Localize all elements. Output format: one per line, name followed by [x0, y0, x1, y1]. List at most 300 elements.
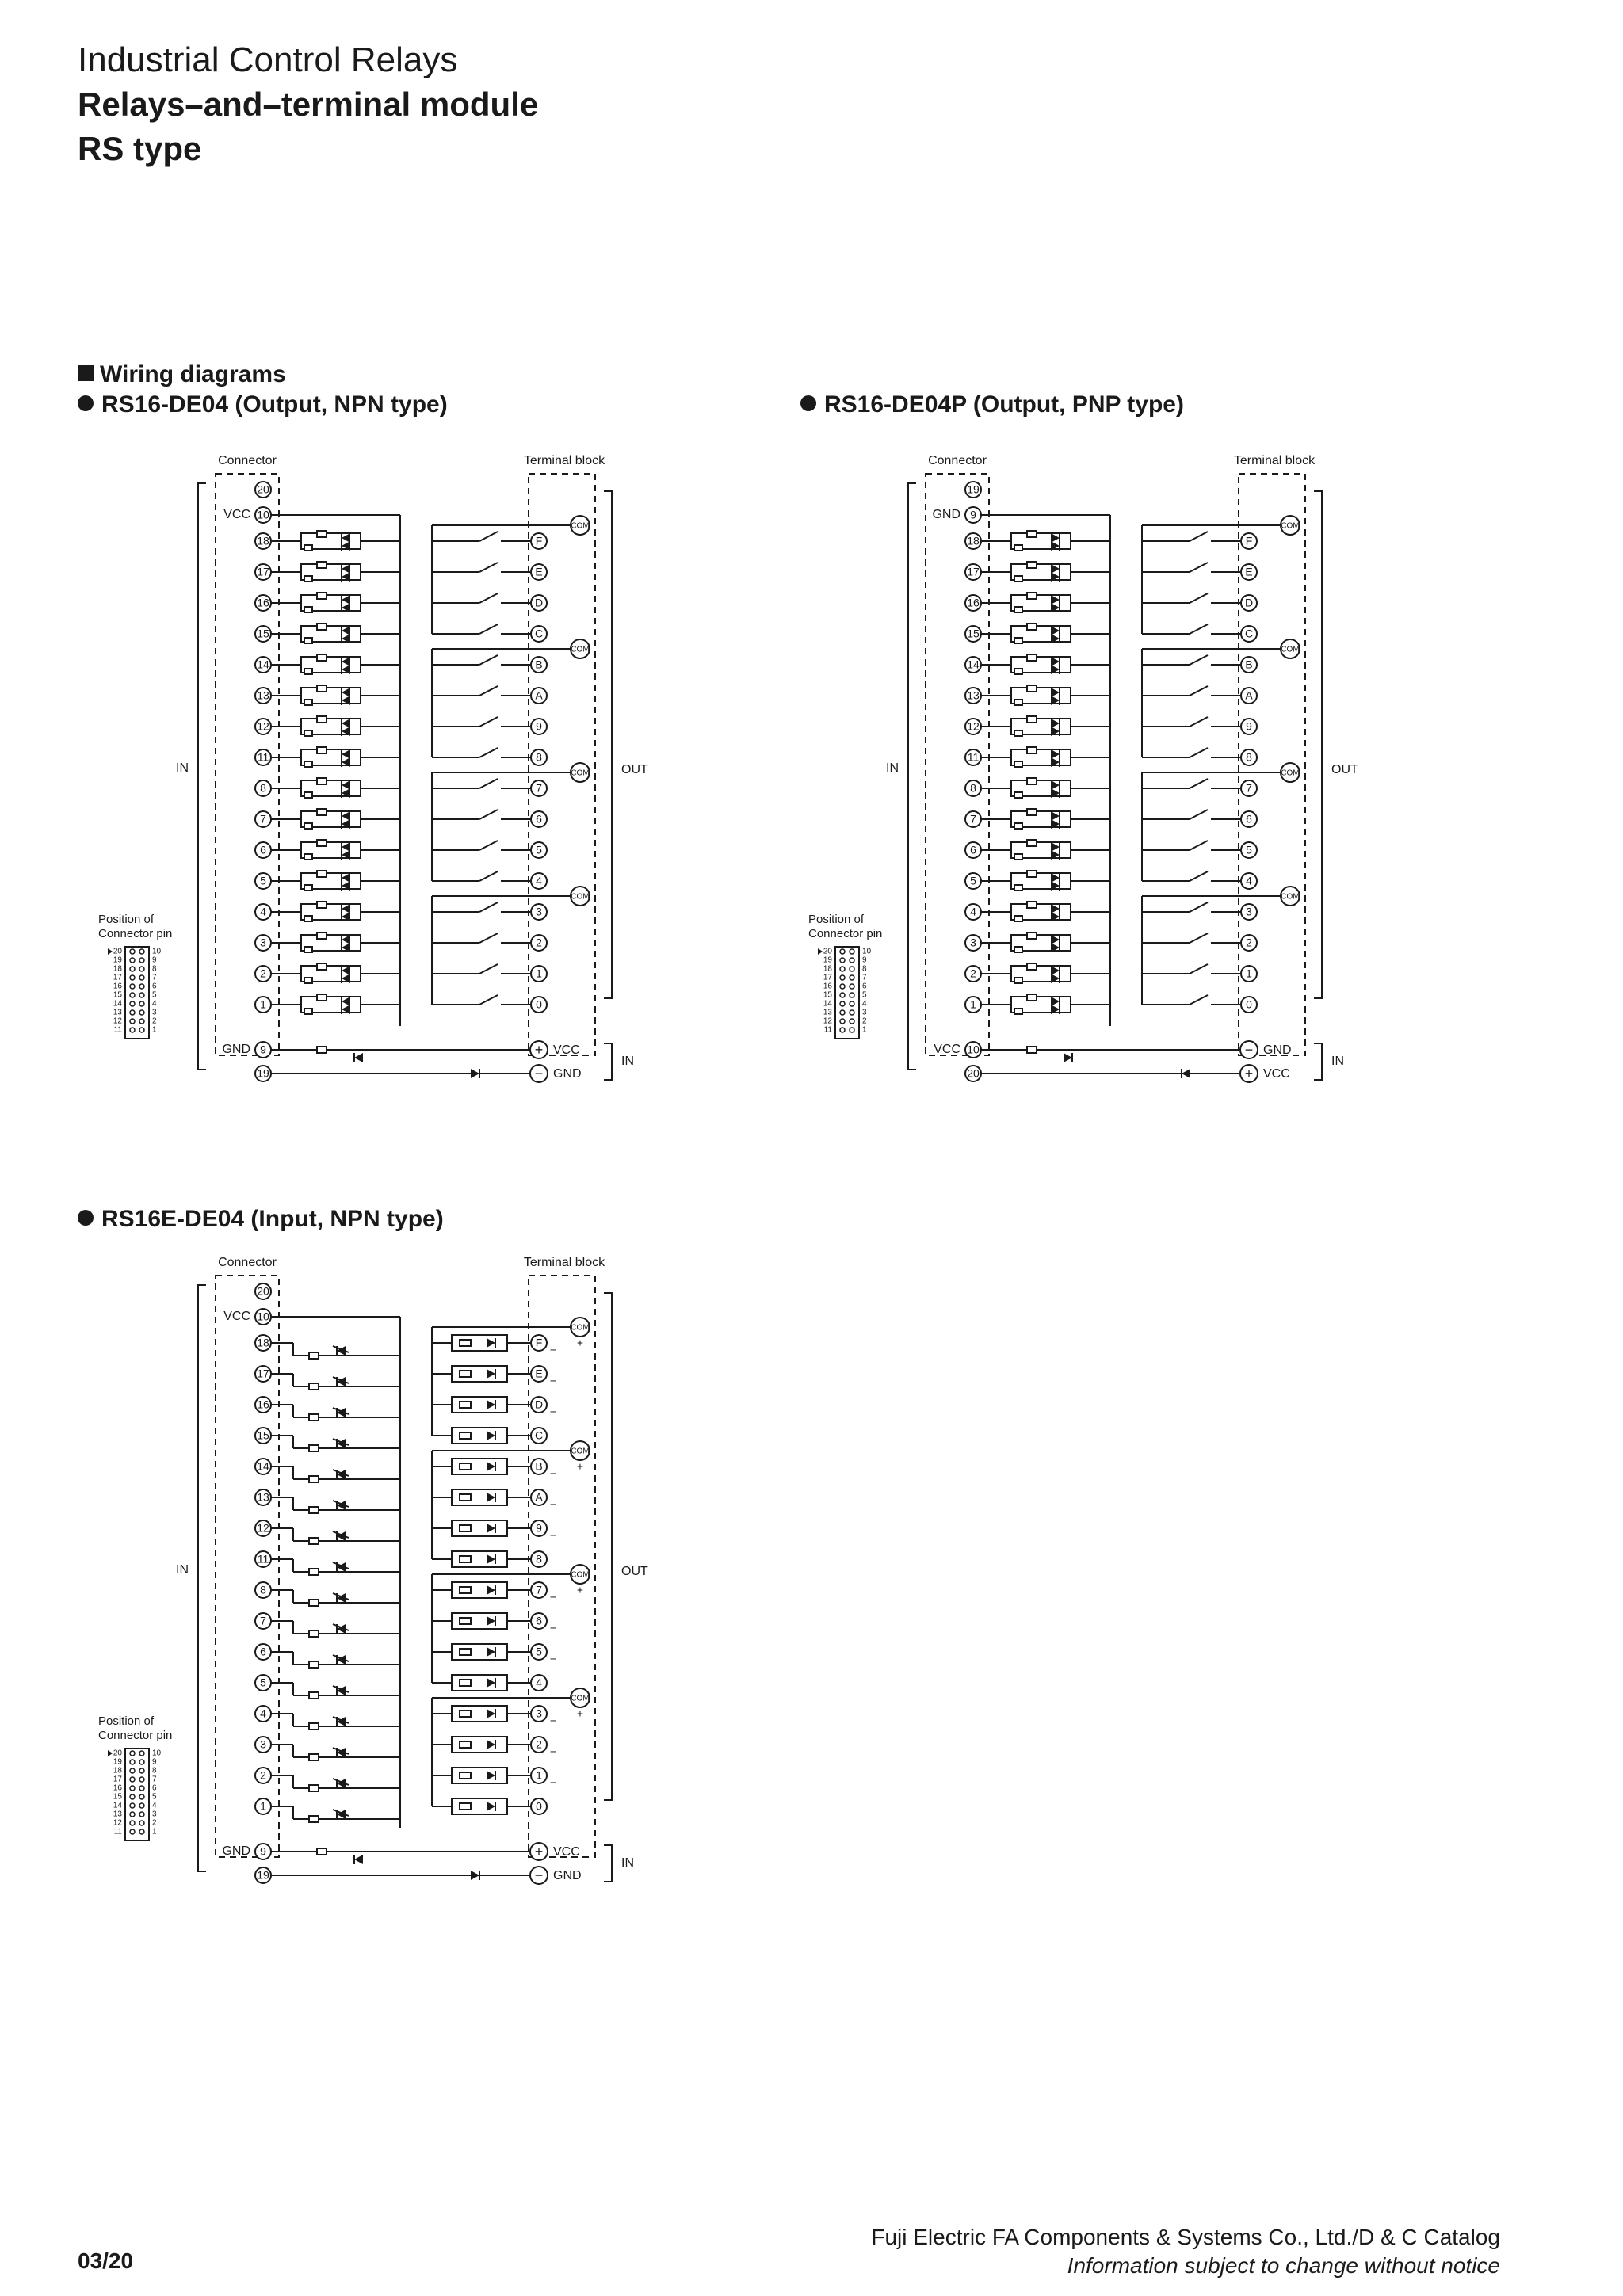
resistor-icon: [309, 1785, 319, 1791]
led-diode-icon: [487, 1554, 495, 1564]
connector-pin-io: 12: [257, 719, 269, 733]
pin-dot-icon: [139, 1768, 144, 1773]
resistor-icon: [309, 1754, 319, 1760]
pin-position-number: 5: [862, 990, 867, 1000]
protection-diode-icon: [471, 1871, 479, 1880]
led-diode-icon: [487, 1740, 495, 1749]
terminal-io: C: [534, 1428, 544, 1442]
pin-position-number: 3: [152, 1810, 157, 1819]
led-diode-icon: [487, 1493, 495, 1502]
resistor-icon: [1027, 593, 1037, 599]
pin-position-number: 14: [823, 999, 832, 1009]
pin-position-number: 9: [152, 1757, 157, 1767]
supply-pin-label: GND: [932, 508, 960, 522]
relay-contact-icon: [1190, 779, 1208, 788]
resistor-icon: [1027, 624, 1037, 630]
led-diode-icon: [342, 533, 350, 543]
relay-contact-icon: [479, 995, 498, 1005]
relay-contact-icon: [1190, 964, 1208, 974]
minus-mark: −: [549, 1745, 557, 1758]
power-in-bracket: [604, 1043, 612, 1080]
relay-contact-icon: [1190, 810, 1208, 819]
resistor-icon: [1027, 902, 1037, 908]
terminal-io: D: [534, 1398, 544, 1411]
pin-position-number: 19: [113, 1757, 122, 1767]
resistor-icon: [317, 871, 327, 877]
terminal-io: 2: [536, 936, 542, 949]
pin-position-number: 4: [862, 999, 867, 1009]
resistor-icon: [1027, 840, 1037, 846]
out-bracket: [604, 1293, 612, 1800]
resistor-icon: [317, 809, 327, 815]
terminal-io: 0: [536, 1799, 542, 1813]
connector-pin-io: 17: [257, 565, 269, 578]
pin-dot-icon: [130, 1829, 135, 1834]
pin-position-number: 20: [823, 947, 832, 956]
resistor-icon: [460, 1741, 471, 1748]
pin-dot-icon: [130, 1760, 135, 1764]
pin-dot-icon: [139, 1760, 144, 1764]
resistor-icon: [309, 1445, 319, 1451]
plus-mark: +: [576, 1459, 584, 1473]
pin-position-number: 13: [823, 1008, 832, 1017]
resistor-icon: [304, 545, 312, 551]
pin-dot-icon: [139, 949, 144, 954]
pin-position-number: 5: [152, 990, 157, 1000]
connector-pin-bottom: 19: [257, 1066, 269, 1080]
connector-pin-bottom: 19: [257, 1868, 269, 1882]
page-footer: [871, 2223, 1500, 2280]
terminal-io: 9: [536, 719, 542, 733]
connector-pin-io: 14: [257, 658, 269, 671]
pin-position-number: 13: [113, 1008, 122, 1017]
relay-contact-icon: [1190, 871, 1208, 881]
pin-dot-icon: [850, 975, 854, 980]
power-terminal-sign: +: [534, 1041, 544, 1058]
led-diode-icon: [487, 1678, 495, 1688]
resistor-icon: [460, 1463, 471, 1470]
relay-contact-icon: [1190, 655, 1208, 665]
relay-contact-icon: [479, 655, 498, 665]
pin-position-number: 19: [823, 955, 832, 965]
resistor-icon: [304, 823, 312, 829]
connector-pin-io: 18: [257, 534, 269, 547]
led-diode-icon: [1051, 657, 1060, 666]
pin-position-number: 7: [862, 973, 867, 982]
pin-dot-icon: [139, 967, 144, 971]
resistor-icon: [1027, 654, 1037, 661]
resistor-icon: [317, 685, 327, 692]
resistor-icon: [304, 792, 312, 798]
connector-pin-io: 3: [260, 1737, 266, 1751]
resistor-icon: [460, 1340, 471, 1346]
connector-pin-io: 16: [257, 596, 269, 609]
resistor-icon: [1027, 562, 1037, 568]
pin-position-number: 13: [113, 1810, 122, 1819]
minus-mark: −: [549, 1714, 557, 1727]
pin-dot-icon: [130, 1777, 135, 1782]
relay-contact-icon: [1190, 933, 1208, 943]
connector-pin-io: 12: [967, 719, 980, 733]
bottom-pin-label: GND: [222, 1844, 250, 1859]
led-diode-icon: [342, 626, 350, 635]
connector-pin-io: 2: [260, 1768, 266, 1782]
diagram-title-text: RS16-DE04 (Output, NPN type): [101, 391, 448, 418]
resistor-icon: [304, 854, 312, 860]
terminal-io: 0: [536, 997, 542, 1011]
com-label: COM: [571, 1447, 590, 1456]
diagram-title-npn-input: [78, 1206, 444, 1233]
connector-pin-io: 15: [257, 627, 269, 640]
terminal-io: 7: [1246, 781, 1252, 795]
terminal-io: 7: [536, 781, 542, 795]
pin-dot-icon: [130, 1010, 135, 1015]
wiring-diagram-pnp-output: [789, 444, 1439, 1081]
pin-position-number: 16: [823, 982, 832, 991]
pin-position-number: 6: [152, 982, 157, 991]
pin-dot-icon: [840, 984, 845, 989]
bottom-pin-label: GND: [222, 1043, 250, 1057]
resistor-icon: [304, 947, 312, 952]
resistor-icon: [1014, 761, 1022, 767]
connector-pin-io: 1: [260, 1799, 266, 1813]
power-in-label: IN: [621, 1856, 634, 1871]
pin-position-number: 7: [152, 973, 157, 982]
terminal-io: 4: [536, 1676, 542, 1689]
relay-contact-icon: [479, 563, 498, 572]
protection-diode-icon: [1182, 1069, 1190, 1078]
minus-mark: −: [549, 1590, 557, 1604]
circle-bullet-icon: [800, 395, 816, 411]
led-diode-icon: [342, 688, 350, 697]
in-side-label: IN: [176, 761, 189, 776]
terminal-io: E: [535, 1367, 543, 1380]
connector-pin-io: 5: [260, 1676, 266, 1689]
led-diode-icon: [1051, 749, 1060, 759]
pin-position-number: 15: [113, 990, 122, 1000]
pin-position-number: 5: [152, 1792, 157, 1802]
pin-position-number: 8: [152, 964, 157, 974]
minus-mark: −: [549, 1497, 557, 1511]
pin-position-number: 17: [113, 973, 122, 982]
terminal-io: 2: [536, 1737, 542, 1751]
pin-dot-icon: [139, 975, 144, 980]
pin-one-marker-icon: [108, 948, 113, 955]
pin-dot-icon: [130, 1768, 135, 1773]
connector-label: Connector: [218, 1256, 277, 1270]
resistor-icon: [1027, 685, 1037, 692]
resistor-icon: [304, 576, 312, 582]
led-diode-icon: [342, 595, 350, 605]
resistor-icon: [309, 1569, 319, 1575]
pin-position-number: 17: [113, 1775, 122, 1784]
resistor-icon: [317, 562, 327, 568]
led-diode-icon: [342, 873, 350, 883]
wiring-diagram-svg: [789, 444, 1439, 1081]
pin-dot-icon: [840, 1019, 845, 1024]
terminal-io: 7: [536, 1583, 542, 1596]
led-diode-icon: [342, 842, 350, 852]
pin-dot-icon: [139, 1019, 144, 1024]
com-label: COM: [1281, 521, 1300, 531]
led-diode-icon: [1051, 904, 1060, 913]
connector-pin-bottom: 10: [967, 1043, 980, 1056]
diagram-title-text: RS16E-DE04 (Input, NPN type): [101, 1206, 444, 1232]
terminal-io: E: [1245, 565, 1253, 578]
power-terminal-label: GND: [553, 1067, 582, 1081]
com-label: COM: [1281, 892, 1300, 902]
pin-dot-icon: [840, 949, 845, 954]
diagram-title-text: RS16-DE04P (Output, PNP type): [824, 391, 1184, 418]
terminal-io: 9: [1246, 719, 1252, 733]
resistor-icon: [460, 1711, 471, 1717]
pin-position-number: 2: [152, 1016, 157, 1026]
terminal-block-label: Terminal block: [523, 454, 605, 468]
connector-pin-supply: 9: [970, 508, 976, 521]
relay-contact-icon: [479, 810, 498, 819]
resistor-icon: [317, 716, 327, 723]
terminal-io: 8: [1246, 750, 1252, 764]
resistor-icon: [460, 1618, 471, 1624]
relay-contact-icon: [479, 841, 498, 850]
supply-pin-label: VCC: [223, 1310, 250, 1324]
pin-dot-icon: [850, 967, 854, 971]
pin-dot-icon: [130, 1019, 135, 1024]
pin-dot-icon: [130, 1786, 135, 1791]
terminal-io: A: [1245, 688, 1253, 702]
pin-dot-icon: [139, 1786, 144, 1791]
pin-dot-icon: [139, 1803, 144, 1808]
resistor-icon: [1014, 545, 1022, 551]
resistor-icon: [317, 1047, 327, 1053]
terminal-io: 5: [536, 843, 542, 856]
terminal-io: F: [1245, 534, 1253, 547]
connector-pin-io: 3: [970, 936, 976, 949]
relay-contact-icon: [479, 933, 498, 943]
pin-dot-icon: [850, 1019, 854, 1024]
resistor-icon: [317, 840, 327, 846]
connector-pin-grid: [835, 947, 859, 1039]
pin-dot-icon: [130, 975, 135, 980]
pin-position-number: 14: [113, 1801, 122, 1810]
resistor-icon: [1014, 638, 1022, 643]
resistor-icon: [460, 1371, 471, 1377]
resistor-icon: [1014, 854, 1022, 860]
led-diode-icon: [487, 1709, 495, 1718]
resistor-icon: [460, 1432, 471, 1439]
resistor-icon: [1027, 933, 1037, 939]
terminal-io: 1: [1246, 967, 1252, 980]
pin-position-number: 1: [862, 1025, 867, 1035]
resistor-icon: [309, 1476, 319, 1482]
pin-dot-icon: [139, 1794, 144, 1799]
pin-position-number: 6: [862, 982, 867, 991]
pin-dot-icon: [139, 958, 144, 963]
terminal-io: F: [535, 534, 543, 547]
supply-pin-label: VCC: [223, 508, 250, 522]
led-diode-icon: [487, 1524, 495, 1533]
protection-diode-icon: [471, 1069, 479, 1078]
pin-position-number: 18: [823, 964, 832, 974]
connector-pin-top: 20: [257, 1284, 269, 1298]
connector-pin-io: 6: [970, 843, 976, 856]
pin-position-title: Connector pin: [98, 926, 173, 940]
connector-pin-io: 5: [260, 874, 266, 887]
com-label: COM: [571, 521, 590, 531]
led-diode-icon: [1051, 533, 1060, 543]
resistor-icon: [304, 730, 312, 736]
wiring-diagram-svg: [79, 444, 729, 1081]
power-terminal-label: GND: [1263, 1043, 1292, 1058]
pin-position-number: 11: [113, 1025, 122, 1035]
connector-pin-io: 4: [970, 905, 976, 918]
led-diode-icon: [1051, 811, 1060, 821]
resistor-icon: [317, 963, 327, 970]
resistor-icon: [317, 624, 327, 630]
resistor-icon: [304, 885, 312, 891]
resistor-icon: [1027, 716, 1037, 723]
in-side-label: IN: [886, 761, 899, 776]
relay-contact-icon: [479, 686, 498, 696]
resistor-icon: [460, 1494, 471, 1501]
resistor-icon: [460, 1680, 471, 1686]
bottom-pin-label: VCC: [934, 1043, 960, 1057]
pin-position-number: 3: [152, 1008, 157, 1017]
connector-pin-io: 1: [260, 997, 266, 1011]
resistor-icon: [1014, 576, 1022, 582]
relay-contact-icon: [479, 624, 498, 634]
resistor-icon: [317, 933, 327, 939]
header-type: RS type: [78, 130, 202, 167]
pin-dot-icon: [139, 993, 144, 997]
resistor-icon: [1014, 700, 1022, 705]
pin-position-number: 15: [113, 1792, 122, 1802]
connector-pin-io: 2: [970, 967, 976, 980]
connector-pin-io: 11: [257, 750, 269, 764]
terminal-io: 8: [536, 1552, 542, 1566]
pin-position-number: 14: [113, 999, 122, 1009]
connector-pin-supply: 10: [257, 1310, 269, 1323]
resistor-icon: [304, 700, 312, 705]
out-side-label: OUT: [1331, 763, 1358, 777]
pin-dot-icon: [840, 1010, 845, 1015]
pin-dot-icon: [139, 1829, 144, 1834]
terminal-io: 1: [536, 967, 542, 980]
pin-dot-icon: [130, 1751, 135, 1756]
resistor-icon: [304, 638, 312, 643]
minus-mark: −: [549, 1621, 557, 1634]
terminal-io: 5: [536, 1645, 542, 1658]
com-label: COM: [571, 1323, 590, 1333]
resistor-icon: [309, 1352, 319, 1359]
pin-dot-icon: [840, 975, 845, 980]
connector-pin-io: 8: [260, 1583, 266, 1596]
power-terminal-sign: −: [1244, 1041, 1254, 1058]
relay-contact-icon: [1190, 995, 1208, 1005]
pin-position-number: 7: [152, 1775, 157, 1784]
pin-position-title: Position of: [98, 912, 155, 926]
wiring-diagram-svg: [79, 1245, 729, 1883]
led-diode-icon: [1051, 688, 1060, 697]
com-label: COM: [571, 645, 590, 654]
led-diode-icon: [342, 749, 350, 759]
terminal-io: 8: [536, 750, 542, 764]
in-bracket: [908, 483, 916, 1070]
power-terminal-sign: −: [534, 1065, 544, 1081]
resistor-icon: [309, 1414, 319, 1421]
circle-bullet-icon: [78, 1210, 94, 1226]
pin-position-number: 11: [823, 1025, 832, 1035]
connector-label: Connector: [218, 454, 277, 468]
pin-dot-icon: [130, 1028, 135, 1032]
connector-pin-io: 18: [257, 1336, 269, 1349]
pin-dot-icon: [139, 1821, 144, 1825]
terminal-io: D: [534, 596, 544, 609]
terminal-block-label: Terminal block: [1233, 454, 1316, 468]
relay-contact-icon: [1190, 593, 1208, 603]
pin-dot-icon: [840, 1001, 845, 1006]
relay-contact-icon: [1190, 532, 1208, 541]
relay-contact-icon: [1190, 686, 1208, 696]
connector-pin-io: 13: [257, 1490, 269, 1504]
relay-contact-icon: [479, 964, 498, 974]
led-diode-icon: [487, 1616, 495, 1626]
led-diode-icon: [1051, 873, 1060, 883]
connector-pin-top: 20: [257, 482, 269, 496]
resistor-icon: [1027, 778, 1037, 784]
circle-bullet-icon: [78, 395, 94, 411]
connector-pin-io: 17: [967, 565, 980, 578]
terminal-io: 4: [536, 874, 542, 887]
footer-company: Fuji Electric FA Components & Systems Co., Ltd./D & C Catalog: [871, 2225, 1500, 2249]
pin-position-number: 2: [862, 1016, 867, 1026]
minus-mark: −: [549, 1374, 557, 1387]
led-diode-icon: [487, 1647, 495, 1657]
resistor-icon: [304, 978, 312, 983]
pin-dot-icon: [850, 1001, 854, 1006]
terminal-io: 3: [536, 905, 542, 918]
pin-dot-icon: [130, 958, 135, 963]
resistor-icon: [317, 747, 327, 753]
power-in-label: IN: [621, 1055, 634, 1069]
resistor-icon: [1027, 871, 1037, 877]
connector-pin-supply: 10: [257, 508, 269, 521]
pin-position-number: 1: [152, 1827, 157, 1836]
resistor-icon: [1014, 978, 1022, 983]
terminal-io: E: [535, 565, 543, 578]
led-diode-icon: [342, 966, 350, 975]
resistor-icon: [317, 994, 327, 1001]
pin-dot-icon: [850, 1010, 854, 1015]
led-diode-icon: [1064, 1053, 1072, 1062]
led-diode-icon: [1051, 780, 1060, 790]
pin-position-number: 12: [113, 1818, 122, 1828]
relay-contact-icon: [1190, 902, 1208, 912]
com-label: COM: [571, 1694, 590, 1703]
in-bracket: [198, 1285, 206, 1871]
terminal-io: 9: [536, 1521, 542, 1535]
pin-position-number: 20: [113, 1749, 122, 1758]
pin-position-number: 10: [862, 947, 872, 956]
power-terminal-label: VCC: [1263, 1067, 1290, 1081]
resistor-icon: [309, 1507, 319, 1513]
connector-pin-io: 8: [970, 781, 976, 795]
pin-position-number: 9: [152, 955, 157, 965]
com-label: COM: [1281, 645, 1300, 654]
pin-position-number: 3: [862, 1008, 867, 1017]
resistor-icon: [1014, 730, 1022, 736]
terminal-io: 6: [536, 812, 542, 826]
